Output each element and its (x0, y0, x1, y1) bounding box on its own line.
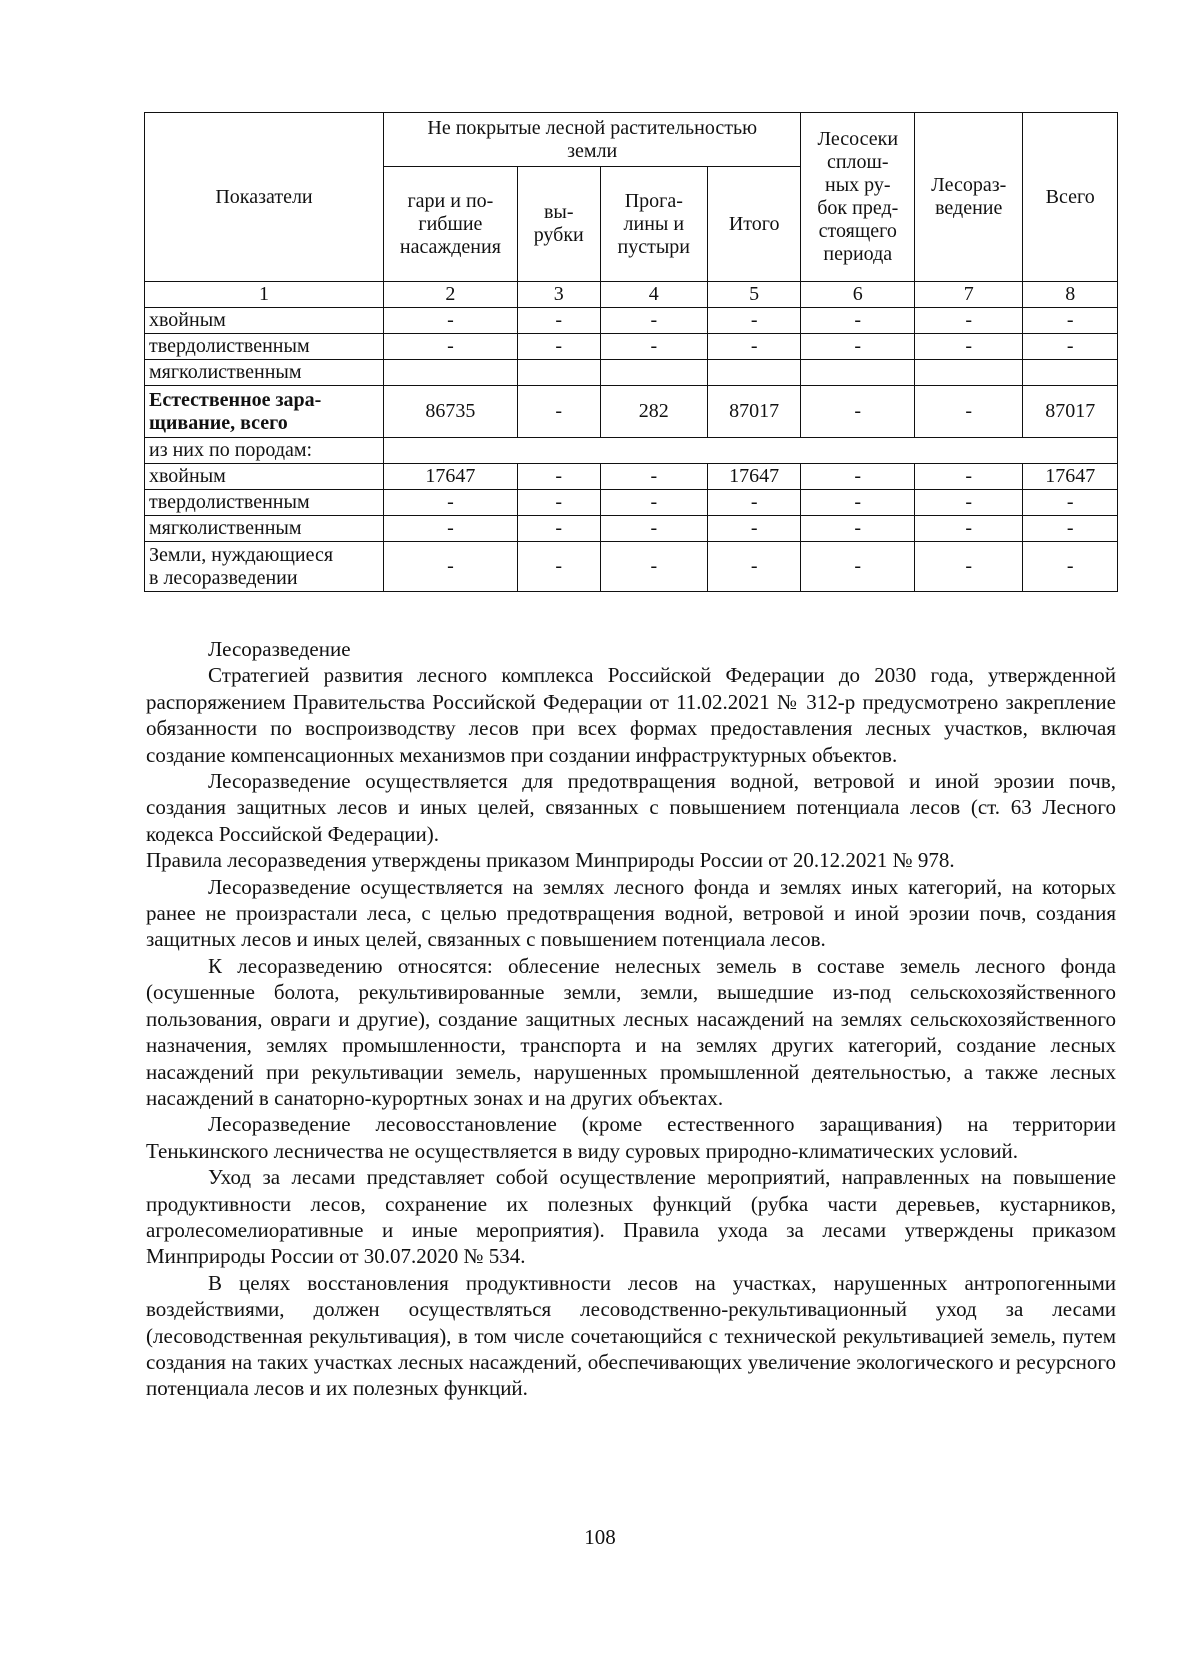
table-cell: - (517, 386, 600, 438)
paragraph: Уход за лесами представляет собой осуществление мероприятий, направленных на повышение продуктивности лесов, сохранение их полезных функций (рубка части деревьев, кустарников, агролесомелиоративные и иные мероприятия). Правила ухода за лесами утверждены приказом Минприроды России от 30.07.2020 № 534. (146, 1165, 1116, 1269)
table-cell: - (600, 516, 707, 542)
table-cell (517, 360, 600, 386)
table-row (145, 464, 1118, 490)
paragraph: Лесоразведение осуществляется для предотвращения водной, ветровой и иной эрозии почв, создания защитных лесов и иных целей, связанных с повышением потенциала лесов (ст. 63 Лесного кодекса Российской Федерации). (146, 769, 1116, 846)
column-number: 5 (707, 282, 801, 308)
table-cell: - (517, 542, 600, 592)
header-gari: гари и по- гибшие насаждения (383, 167, 517, 282)
table-row (145, 386, 1118, 438)
table-cell (915, 360, 1023, 386)
table-cell: - (383, 490, 517, 516)
table-row (145, 516, 1118, 542)
table-cell: 86735 (383, 386, 517, 438)
header-group-not-covered: Не покрытые лесной растительностью земли (383, 113, 800, 167)
table-cell: - (1023, 516, 1118, 542)
row-label: Естественное зара- щивание, всего (145, 386, 384, 438)
table-cell: 17647 (707, 464, 801, 490)
column-number: 4 (600, 282, 707, 308)
table-cell: - (915, 516, 1023, 542)
table-cell: - (517, 490, 600, 516)
table-cell: - (383, 308, 517, 334)
row-label: мягколиственным (145, 360, 384, 386)
table-cell: 282 (600, 386, 707, 438)
table-cell: - (1023, 308, 1118, 334)
row-label: Земли, нуждающиеся в лесоразведении (145, 542, 384, 592)
table-cell: - (801, 516, 915, 542)
row-empty-span (383, 438, 1117, 464)
table-row (145, 542, 1118, 592)
column-number: 6 (801, 282, 915, 308)
table-cell: - (383, 334, 517, 360)
table-cell: - (600, 542, 707, 592)
column-number: 3 (517, 282, 600, 308)
table-cell: - (801, 334, 915, 360)
column-number: 2 (383, 282, 517, 308)
table-cell: - (600, 334, 707, 360)
column-number: 7 (915, 282, 1023, 308)
header-vyrubki: вы- рубки (517, 167, 600, 282)
row-label: хвойным (145, 464, 384, 490)
table-cell: - (707, 308, 801, 334)
table-cell: 87017 (1023, 386, 1118, 438)
table-cell (1023, 360, 1118, 386)
table-cell (600, 360, 707, 386)
paragraph: К лесоразведению относятся: облесение нелесных земель в составе земель лесного фонда (осушенные болота, рекультивированные земли, земли, вышедшие из-под сельскохозяйственного пользования, овраги и другие), создание защитных лесных насаждений на землях сельскохозяйственного назначения, землях промышленности, транспорта и на землях других категорий, создание лесных насаждений при рекультивации земель, нарушенных промышленной деятельностью, а также лесных насаждений в санаторно-курортных зонах и на других объектах. (146, 953, 1116, 1110)
table-row (145, 360, 1118, 386)
column-number: 1 (145, 282, 384, 308)
table-cell: 17647 (1023, 464, 1118, 490)
table-cell: - (600, 490, 707, 516)
table-cell: - (915, 386, 1023, 438)
row-label: твердолиственным (145, 490, 384, 516)
table-cell: - (517, 464, 600, 490)
page-number: 108 (584, 1525, 616, 1549)
row-label: хвойным (145, 308, 384, 334)
table-cell: - (383, 516, 517, 542)
table-cell: - (801, 464, 915, 490)
table-cell: 17647 (383, 464, 517, 490)
header-vsego: Всего (1023, 113, 1118, 282)
table-cell: - (517, 308, 600, 334)
table-cell: - (915, 490, 1023, 516)
table-cell: - (707, 542, 801, 592)
paragraph: В целях восстановления продуктивности лесов на участках, нарушенных антропогенными воздействиями, должен осуществляться лесоводственно-рекультивационный уход за лесами (лесоводственная рекультивация), в том числе сочетающийся с технической рекультивацией земель, путем создания на таких участках лесных насаждений, обеспечивающих увеличение экологического и ресурсного потенциала лесов и их полезных функций. (146, 1270, 1116, 1401)
table-cell: - (915, 542, 1023, 592)
table-cell: - (801, 490, 915, 516)
table-cell: 87017 (707, 386, 801, 438)
table-cell: - (517, 334, 600, 360)
table-row (145, 308, 1118, 334)
paragraph: Лесоразведение лесовосстановление (кроме естественного заращивания) на территории Тенькинского лесничества не осуществляется в виду суровых природно-климатических условий. (146, 1112, 1116, 1163)
paragraph: Стратегией развития лесного комплекса Российской Федерации до 2030 года, утвержденной распоряжением Правительства Российской Федерации от 11.02.2021 № 312-р предусмотрено закрепление обязанности по воспроизводству лесов при всех формах предоставления лесных участков, включая создание компенсационных механизмов при создании инфраструктурных объектов. (146, 663, 1116, 767)
row-label: твердолиственным (145, 334, 384, 360)
table-cell: - (1023, 490, 1118, 516)
row-label: мягколиственным (145, 516, 384, 542)
table-cell (707, 360, 801, 386)
table-cell: - (600, 464, 707, 490)
table-cell (801, 360, 915, 386)
table-cell: - (1023, 542, 1118, 592)
header-pokazateli: Показатели (145, 113, 384, 282)
table-cell: - (1023, 334, 1118, 360)
table-cell: - (600, 308, 707, 334)
table-cell: - (383, 542, 517, 592)
header-lesorazvedenie: Лесораз- ведение (915, 113, 1023, 282)
paragraph: Правила лесоразведения утверждены приказом Минприроды России от 20.12.2021 № 978. (146, 848, 955, 873)
table-cell: - (915, 334, 1023, 360)
table-cell: - (517, 516, 600, 542)
header-progaliny: Прога- лины и пустыри (600, 167, 707, 282)
header-lesoseki: Лесосеки сплош- ных ру- бок пред- стоящего периода (801, 113, 915, 282)
data-table (144, 112, 1118, 592)
table-cell: - (707, 490, 801, 516)
column-number: 8 (1023, 282, 1118, 308)
table-row (145, 490, 1118, 516)
body-text (146, 636, 1116, 1402)
table-cell: - (707, 516, 801, 542)
table-cell: - (801, 542, 915, 592)
table-cell: - (915, 464, 1023, 490)
table-cell: - (801, 386, 915, 438)
paragraph: Лесоразведение осуществляется на землях лесного фонда и землях иных категорий, на которых ранее не произрастали леса, с целью предотвращения водной, ветровой и иной эрозии почв, создания защитных лесов и иных целей, связанных с повышением потенциала лесов. (146, 874, 1116, 952)
table-cell: - (915, 308, 1023, 334)
table-row (145, 334, 1118, 360)
table-cell: - (801, 308, 915, 334)
table-row (145, 438, 1118, 464)
row-label: из них по породам: (145, 438, 384, 464)
header-itogo: Итого (707, 167, 801, 282)
section-heading: Лесоразведение (208, 637, 351, 661)
table-cell (383, 360, 517, 386)
table-cell: - (707, 334, 801, 360)
